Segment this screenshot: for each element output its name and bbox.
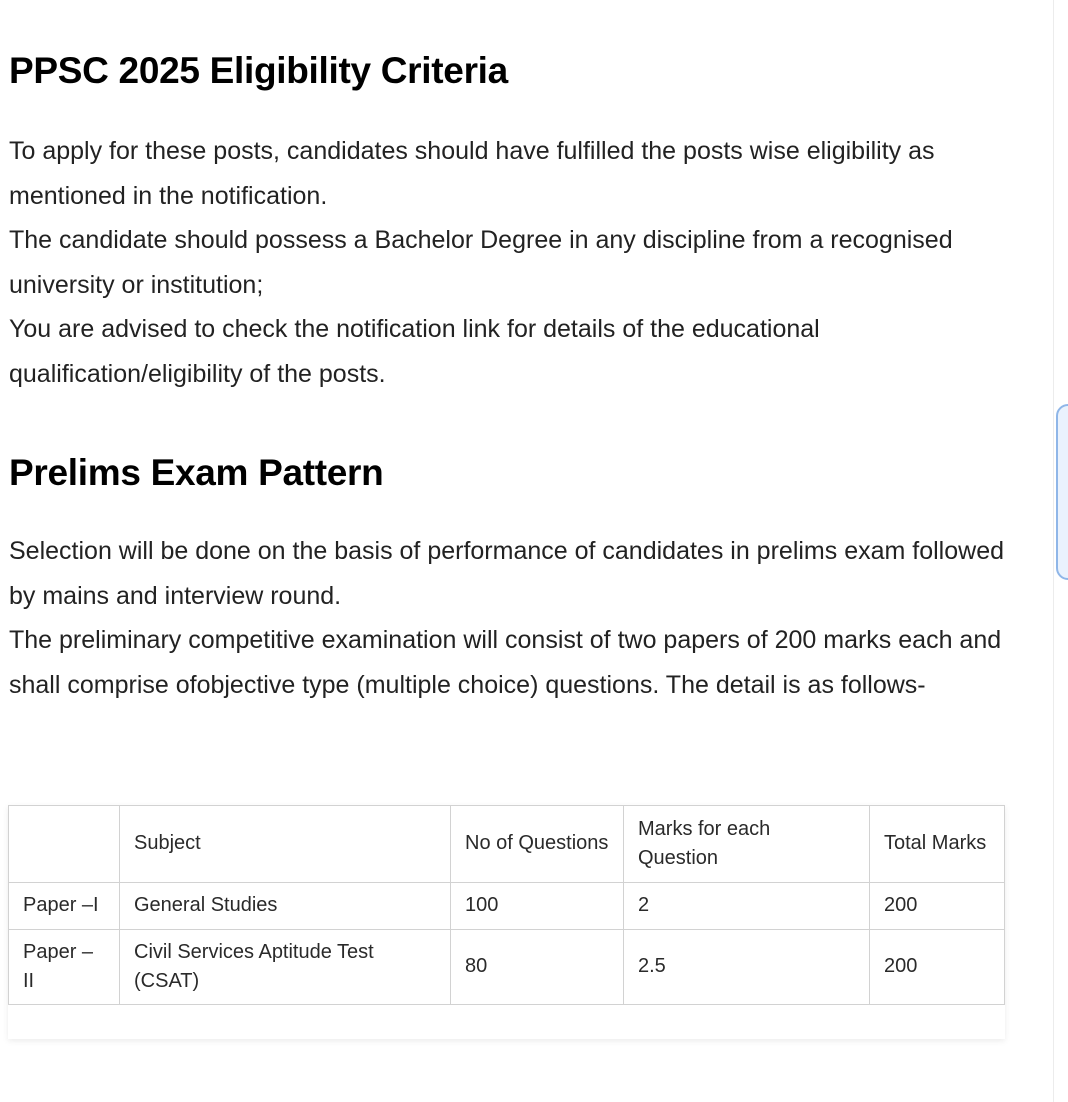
eligibility-paragraph: The candidate should possess a Bachelor Degree in any discipline from a recognised university or institution; <box>9 226 953 299</box>
marks-each-cell: 2.5 <box>624 930 870 1005</box>
header-cell-subject: Subject <box>120 806 451 883</box>
marks-each-cell: 2 <box>624 883 870 930</box>
header-cell-paper <box>9 806 120 883</box>
subject-cell: General Studies <box>120 883 451 930</box>
eligibility-heading: PPSC 2025 Eligibility Criteria <box>9 50 508 91</box>
subject-cell: Civil Services Aptitude Test (CSAT) <box>120 930 451 1005</box>
paper-cell: Paper –I <box>9 883 120 930</box>
paper-cell: Paper – II <box>9 930 120 1005</box>
table-row <box>9 930 1005 1005</box>
prelims-paragraph: The preliminary competitive examination will consist of two papers of 200 marks each and shall comprise ofobjective type (multiple choice) questions. The detail is as follows- <box>9 626 1002 699</box>
table-header-row <box>9 806 1005 883</box>
exam-pattern-table-container <box>8 805 1005 1039</box>
eligibility-text <box>9 129 1009 396</box>
questions-cell: 100 <box>451 883 624 930</box>
total-marks-cell: 200 <box>870 883 1005 930</box>
header-cell-marks-each: Marks for each Question <box>624 806 870 883</box>
exam-pattern-table <box>8 805 1005 1005</box>
prelims-paragraph: Selection will be done on the basis of performance of candidates in prelims exam followed by mains and interview round. <box>9 537 1004 610</box>
total-marks-cell: 200 <box>870 930 1005 1005</box>
table-row <box>9 883 1005 930</box>
prelims-heading: Prelims Exam Pattern <box>9 452 384 493</box>
page-right-edge <box>1053 0 1068 1102</box>
prelims-text <box>9 529 1009 707</box>
header-cell-questions: No of Questions <box>451 806 624 883</box>
questions-cell: 80 <box>451 930 624 1005</box>
side-scroll-tab[interactable] <box>1056 404 1068 580</box>
eligibility-paragraph: You are advised to check the notification link for details of the educational qualification/eligibility of the posts. <box>9 315 820 388</box>
header-cell-total: Total Marks <box>870 806 1005 883</box>
eligibility-paragraph: To apply for these posts, candidates should have fulfilled the posts wise eligibility as mentioned in the notification. <box>9 137 935 210</box>
